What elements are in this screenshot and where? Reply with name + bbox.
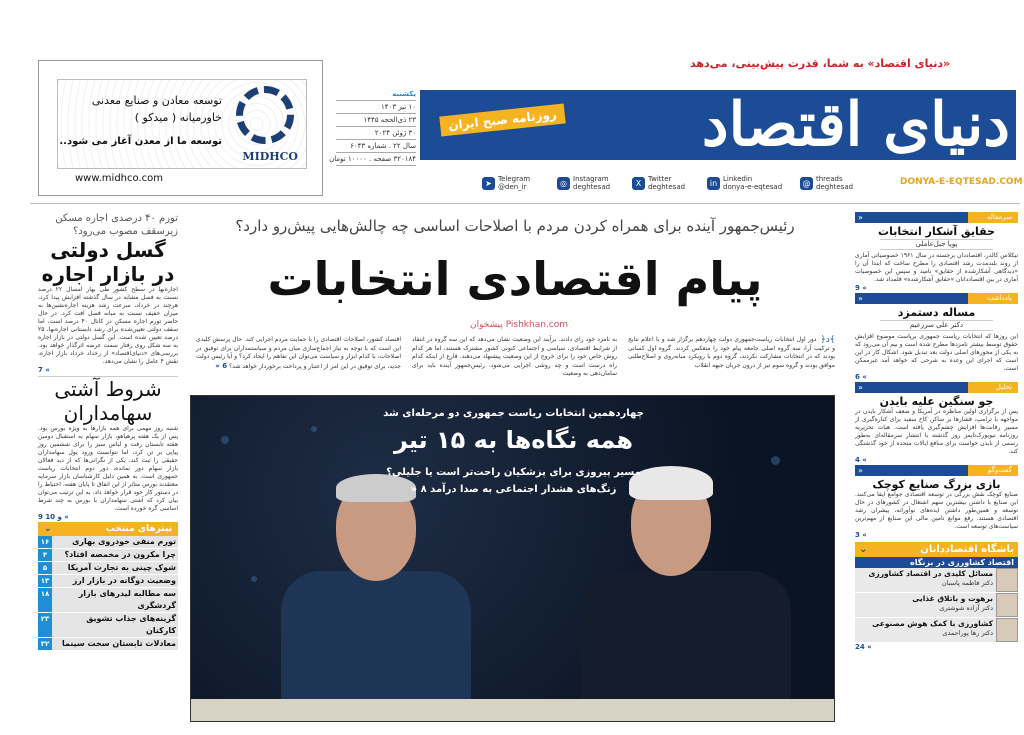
ad-line-1: توسعه معادن و صنایع معدنی [91,94,222,107]
author-avatar [996,568,1018,592]
left-kicker: تورم ۴۰ درصدی اجاره مسکن زیرسقف مصوب می‌رود؟ [55,213,178,237]
midhco-gear-globe-icon [236,86,294,144]
issue-price: ۳۲۰۱۸۴ صفحه . ۱۰۰۰۰ تومان [336,153,416,166]
election-photo[interactable] [190,395,835,722]
section-title[interactable]: بازی بزرگ صنایع کوچک [872,478,1001,491]
photo-page-ref[interactable]: ۸ « [410,484,427,495]
header-divider [30,203,1020,204]
section-page-ref[interactable]: 4 « [855,456,867,464]
x-icon: X [632,177,645,190]
section-page-ref[interactable]: 6 « [855,373,867,381]
lead-column-1 [628,336,835,370]
date-gregorian: ۳۰ ژوئن ۲۰۲۴ [336,127,416,140]
left-headline-2[interactable]: شروط آشتی سهامداران [54,377,162,425]
ad-line-2: خاورمیانه ( میدکو ) [134,111,222,124]
debate-desk [191,699,835,721]
pick-page: ۵ [38,562,52,574]
pick-item[interactable] [38,613,178,638]
club-item-title: مسائل کلیدی در اقتصاد کشاورزی [868,569,993,578]
pick-page: ۱۳ [38,575,52,587]
pick-item[interactable] [38,638,178,651]
club-item-author: دکتر آزاده شوشتری [939,604,993,612]
social-handle: deghtesad [573,183,611,191]
section-label: یادداشت [968,293,1018,304]
pick-page: ۳۲ [38,638,52,650]
chevron-down-icon: ⌄ [44,524,52,534]
social-name: Instagram [573,174,609,183]
social-threads[interactable] [800,174,853,192]
instagram-icon: ◎ [557,177,570,190]
right-section [855,465,1018,540]
pick-title: گزینه‌های جذاب تشویق کارکنان [86,614,176,635]
photo-kicker: چهاردهمین انتخابات ریاست جمهوری دو مرحله‌ای شد [383,408,644,419]
club-subtitle: اقتصاد کشاورزی در بزنگاه [855,557,1018,568]
club-title-bar [855,542,1018,557]
social-name: Twitter [648,174,672,183]
website-link[interactable]: DONYA-E-EQTESAD.COM [900,177,1023,187]
section-label-bar [855,212,1018,223]
left-headline[interactable]: گسل دولتی در بازار اجاره [41,238,175,286]
left-page-ref-2[interactable]: 9 و 10 « [38,513,69,521]
pick-title: چرا مکرون در مخمصه افتاد؟ [64,550,176,559]
photo-subhead-2-text: زنگ‌های هشدار اجتماعی به صدا درآمد [430,484,617,495]
pick-page: ۱۶ [38,536,52,548]
section-title[interactable]: حقایق آشکار انتخابات [878,225,995,238]
section-label: تحلیل [968,382,1018,393]
pick-item[interactable] [38,562,178,575]
left-page-ref[interactable]: 7 « [38,366,50,374]
social-linkedin[interactable] [707,174,782,192]
telegram-icon: ➤ [482,177,495,190]
masthead-tagline: «دنیای اقتصاد» به شما، قدرت پیش‌بینی، می‌دهد [690,57,951,70]
social-handle: donya-e-eqtesad [723,183,783,191]
club-page-ref[interactable]: 24 « [855,643,872,651]
section-title[interactable]: جو سنگین علیه بایدن [879,395,994,408]
section-body: پس از برگزاری اولین مناظره در آمریکا و ضعف آشکار بایدن در مواجهه با ترامپ، فشارها بر ساکن کاخ سفید برای کناره‌گیری از مسیر رقابت‌ها افزایش چشم‌گیری یافته است. هیات تحریریه روزنامه نیویورک‌تایمز روز گذشته با انتشار سرمقاله‌ای به‌طور رسمی از بایدن خواست برای منافع ایالات متحده از خود گذشتگی کند. [855,408,1018,455]
section-label-bar [855,293,1018,304]
pick-title: شوک چینی به تجارت آمریکا [67,563,176,572]
photo-subhead-2 [191,483,835,497]
picks-header [38,522,178,536]
ad-line-3: توسعه ما از معدن آغاز می شود.. [59,136,222,147]
left-body: اجاره‌بها در سطح کشور طی بهار امسال ۲۲ درصد نسبت به فصل مشابه در سال گذشته افزایش پیدا کرد، هرچند در خرداد، سرعت رشد هزینه اجاره‌نشین‌ها به میزان خفیف نسبت به میانه فصل افت کرد. در حال حاضر تورم اجاره مسکن در کانال ۴۰ درصد است، اما سقف دولتی تعیین‌شده برای رشد تابستانی اجاره‌بها، ۲۵ درصد تعیین شده است. این گسل دولتی در بازار اجاره به سه شکل روی رفتار سمت عرضه اثرگذار خواهد بود. بررسی‌های «دنیای‌اقتصاد» از رخداد خرداد بازار اجاره، نقش ۴ عامل را نشان می‌دهد. [38,286,178,365]
club-title: باشگاه اقتصاددانان [920,544,1014,555]
pick-title: تورم منفی خودروی بهاری [72,537,176,546]
pick-page: ۲۳ [38,613,52,637]
pick-page: ۱۸ [38,588,52,612]
issue-dates [329,88,416,166]
social-instagram[interactable] [557,174,610,192]
section-body: این روزها که انتخابات ریاست جمهوری برپاست موضوع افزایش حقوق توسط بیشتر نامزدها مطرح شده است و بیم آن می‌رود که به یکی از محورهای اصلی دولت بعد تبدیل شود. اشکال کار در این است که اجرای این وعده به شرحی که خواهد آمد غیرممکن است. [855,333,1018,372]
section-label-bar [855,382,1018,393]
club-item[interactable] [855,618,1018,643]
watermark: پیشخوان Pishkhan.com [470,320,569,330]
social-handle: deghtesad [816,183,854,191]
pick-item[interactable] [38,549,178,562]
club-item-title: کشاورزی با کمک هوش مصنوعی [872,619,993,628]
right-section [855,293,1018,382]
social-name: Telegram [498,174,531,183]
date-lunar: ۲۳ ذی‌الحجه ۱۴۴۵ [336,114,416,127]
photo-headline[interactable]: همه نگاه‌ها به ۱۵ تیر [393,426,634,454]
left-column [38,212,178,651]
picks-title: تیترهای منتخب [105,524,172,534]
right-section [855,212,1018,293]
pick-title: وضعیت دوگانه در بازار ارز [72,576,176,585]
masthead-logo: دنیای اقتصاد [701,90,1010,160]
section-page-ref[interactable]: 9 « [855,284,867,292]
economists-club [855,542,1018,652]
section-label: گفت‌وگو [968,465,1018,476]
pick-item[interactable] [38,588,178,613]
section-author: پویا جبل‌عاملی [880,239,993,250]
author-avatar [996,618,1018,642]
social-handle: @den_ir [498,183,527,191]
chevron-down-icon: ⌄ [859,544,868,555]
section-label-bar [855,465,1018,476]
threads-icon: @ [800,177,813,190]
social-twitter[interactable] [632,174,685,192]
lead-column-3 [196,336,401,371]
ad-panel [57,79,307,169]
club-item-author: دکتر رها پوراحمدی [942,629,993,637]
pick-page: ۴ [38,549,52,561]
pick-title: معادلات تابستان سخت سینما [61,639,176,648]
main-subhead: رئیس‌جمهور آینده برای همراه کردن مردم با اصلاحات اساسی چه چالش‌هایی پیش‌رو دارد؟ [235,217,795,235]
pick-title: سه مطالبه لیدرهای بازار گردشگری [78,589,176,610]
section-body: صنایع کوچک نقش بزرگی در توسعه اقتصادی جوامع ایفا می‌کنند. این صنایع با داشتن بیشترین سهم اشتغال در کشورهای در حال توسعه و همین‌طور داشتن ایده‌های نوآورانه، پیشران رشد اقتصادی هستند. رفع موانع تامین مالی این صنایع از مهم‌ترین سیاست‌های توسعه است. [855,491,1018,530]
chevrons-icon: « [855,212,968,223]
club-item-author: دکتر فاطمه پاسبان [941,579,993,587]
chevrons-icon: « [855,382,968,393]
pick-item[interactable] [38,575,178,588]
section-page-ref[interactable]: 3 « [855,531,867,539]
picks-list [38,536,178,651]
club-item[interactable] [855,568,1018,593]
left-body-2: شنبه روز مهمی برای همه بازارها به ویژه بورس بود. پس از یک هفته پرهیاهو، بازار سهام به استقبال دومین هفته تابستان رفت و لباس سبز را برای ششمین روز پیاپی بر تن کرد، اما نتوانست ورود پول سهامداران حقیقی را ثبت کند. یکی از نگرانی‌ها که از دید فعالان بازار سهام دور نمانده، دور دوم انتخابات ریاست جمهوری است. به همین دلیل کارشناسان بازار سرمایه معتقدند بورس متاثر از این اتفاق تا پایان هفته، احتیاط را در دستور کار خود قرار خواهد داد. به این ترتیب می‌توان بیان کرد که آشتی سهامداران با بورس به چند شرط اساسی گره خورده است. [38,425,178,512]
lead-column-3-text: اقتصاد کشور، اصلاحات اقتصادی را با حمایت مردم اجرایی کند. حال پرسش کلیدی این است که با توجه به نیاز اجماع‌سازی میان مردم و سیاستمداران برای توفیق در اصلاحات، با کدام ابزار و سیاست می‌توان این تفاهم را ایجاد کرد؟ و آیا رئیس دولت جدید، برای توفیق در این امر از اعتبار و پرداخت برخوردار خواهد شد؟ [196,336,401,370]
masthead-badge: روزنامه صبح ایران [439,104,565,137]
social-telegram[interactable] [482,174,530,192]
ad-url[interactable]: www.midhco.com [75,173,163,184]
social-name: threads [816,174,843,183]
issue-number: سال ۲۲ . شماره ۶۰۴۳ [336,140,416,153]
section-body: نیکلاس کالدر، اقتصاددان برجسته در سال ۱۹۶۱ خصوصیاتی آماری از روند بلندمدت رشد اقتصادی را مطرح ساخت که ابتدا آن را «دیدگاهی آشکارشده از حقایق» نامید و سپس این خصوصیات آماری در بین اقتصاددانان «حقایق آشکارشده» قلمداد شد. [855,252,1018,283]
logo-mini-icon: ﴾د﴿ [820,335,835,345]
lead-column-1-text: دور اول انتخابات ریاست‌جمهوری دولت چهاردهم برگزار شد و با اعلام نتایج و ترکیب آرا، سه گروه اصلی جامعه پیام خود را منعکس کردند. گروه اول کسانی بودند که در انتخابات مشارکت نکردند، گروه دوم با رویکرد میانه‌روی و اصلاح‌طلبی موافق بودند و گروه سوم نیز از درون جریان جبهه انقلاب [628,336,835,369]
club-item-title: برهوت و باتلاق غذایی [912,594,993,603]
social-name: Linkedin [723,174,753,183]
photo-subhead-1: مسیر پیروزی برای پزشکیان راحت‌تر است یا جلیلی؟ [386,467,641,478]
chevrons-icon: « [855,465,968,476]
chevrons-icon: « [855,293,968,304]
right-section [855,382,1018,465]
ad-brand: MIDHCO [242,150,298,163]
section-title[interactable]: مساله دستمزد [897,306,976,319]
social-handle: deghtesad [648,183,686,191]
date-solar: ۱۰ تیر ۱۴۰۳ [336,101,416,114]
pick-item[interactable] [38,536,178,549]
lead-column-2: به نامزد خود رای دادند. برآیند این وضعیت نشان می‌دهد که این سه گروه در انتقاد از شرایط اقتصادی، سیاسی و اجتماعی کنونی کشور مشترک هستند، اما هر کدام روش خاص خود را برای خروج از این وضعیت پیشنهاد می‌دهند. فارغ از اینکه کدام راه درست است و چه روشی اجرایی می‌شود، رئیس‌جمهور آینده باید برای سامان‌دهی به وضعیت [412,336,617,377]
main-headline[interactable]: پیام اقتصادی انتخابات [267,252,763,306]
club-item[interactable] [855,593,1018,618]
section-label: سرمقاله [968,212,1018,223]
author-avatar [996,593,1018,617]
weekday: یکشنبه [336,88,416,101]
midhco-advertisement[interactable] [38,60,323,196]
right-column [855,212,1018,652]
linkedin-icon: in [707,177,720,190]
lead-page-ref[interactable]: 6 « [215,361,228,370]
section-author: دکتر علی سرزعیم [880,320,993,331]
